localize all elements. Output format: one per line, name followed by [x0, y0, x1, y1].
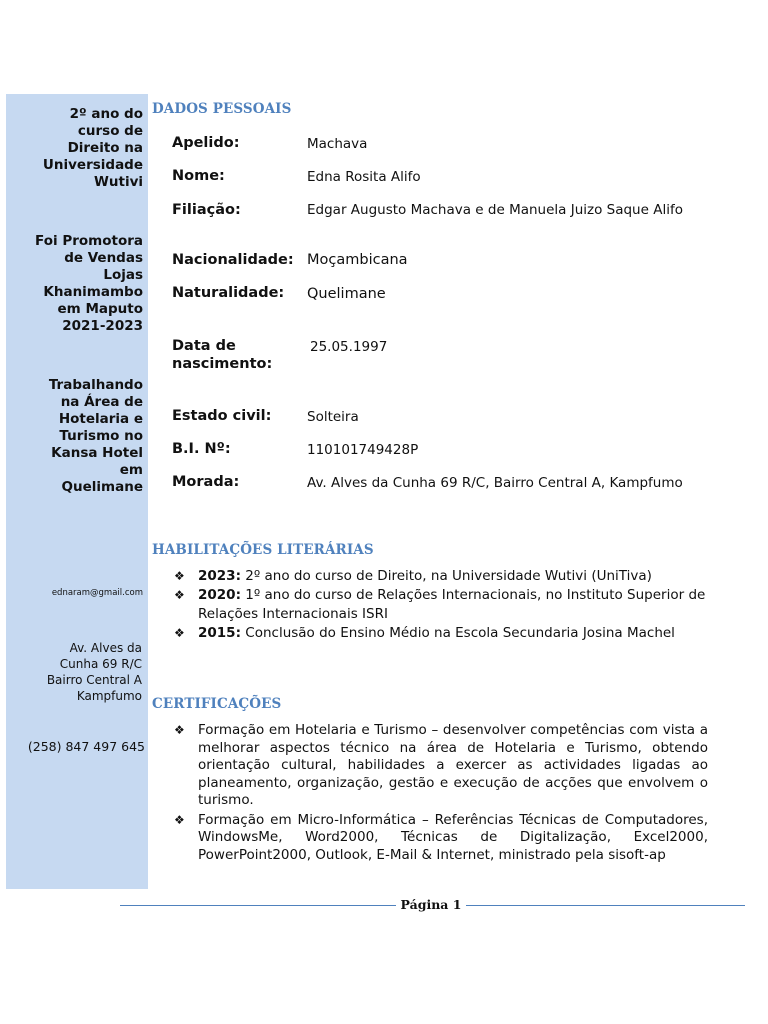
sidebar-hotel-line: na Área de	[60, 394, 143, 410]
diamond-bullet-icon: ❖	[174, 626, 185, 640]
sidebar-hotel-line: Turismo no	[59, 428, 143, 444]
label-bi-numero: B.I. Nº:	[172, 441, 231, 457]
education-year: 2015:	[198, 625, 241, 641]
certification-text: Formação em Micro-Informática – Referências Técnicas de Computadores, WindowsMe, Word2000, Técnicas de Digitalização, Excel2000, PowerPoint2000, Outlook, E-Mail & Internet, ministrado pela sisoft-ap	[198, 811, 708, 863]
sidebar-education-line: Wutivi	[93, 174, 143, 190]
label-naturalidade: Naturalidade:	[172, 285, 285, 301]
list-item	[174, 586, 722, 624]
value-data-nascimento: 25.05.1997	[310, 339, 388, 355]
education-year: 2023:	[198, 568, 241, 584]
personal-data-heading: DADOS PESSOAIS	[152, 101, 292, 117]
value-nome: Edna Rosita Alifo	[307, 169, 421, 185]
sidebar-promoter-line: Foi Promotora	[35, 233, 143, 249]
list-item	[174, 812, 708, 865]
certification-text: Formação em Hotelaria e Turismo – desenvolver competências com vista a melhorar aspectos técnico na área de Hotelaria e Turismo, obtendo orientação cultural, habilidades a exercer as actividades ligadas ao planeamento, organização, gestão e execução de acções que envolvem o turismo.	[198, 722, 708, 808]
sidebar-address-line: Av. Alves da	[69, 641, 142, 655]
sidebar-email: ednaram@gmail.com	[51, 588, 143, 598]
value-nacionalidade: Moçambicana	[307, 252, 408, 268]
page-number: Página 1	[400, 897, 462, 912]
education-list	[174, 567, 722, 643]
list-item	[174, 567, 722, 586]
footer-rule-left	[120, 905, 396, 906]
education-year: 2020:	[198, 587, 241, 603]
label-nacionalidade: Nacionalidade:	[172, 252, 294, 268]
sidebar-address	[6, 640, 142, 704]
sidebar	[6, 94, 148, 889]
value-naturalidade: Quelimane	[307, 286, 386, 302]
list-item	[174, 722, 708, 810]
sidebar-promoter	[7, 233, 143, 335]
sidebar-promoter-line: em Maputo	[57, 301, 143, 317]
value-apelido: Machava	[307, 136, 368, 152]
value-morada: Av. Alves da Cunha 69 R/C, Bairro Central A, Kampfumo	[307, 475, 683, 491]
sidebar-address-line: Bairro Central A	[46, 673, 142, 687]
sidebar-hotel-experience	[7, 377, 143, 496]
sidebar-promoter-line: Khanimambo	[43, 284, 143, 300]
value-filiacao: Edgar Augusto Machava e de Manuela Juizo Saque Alifo	[307, 202, 683, 218]
sidebar-promoter-line: Lojas	[103, 267, 143, 283]
education-text: 2º ano do curso de Direito, na Universidade Wutivi (UniTiva)	[245, 568, 652, 584]
sidebar-promoter-line: 2021-2023	[62, 318, 143, 334]
sidebar-hotel-line: Hotelaria e	[58, 411, 143, 427]
sidebar-address-line: Cunha 69 R/C	[59, 657, 142, 671]
certifications-list	[174, 722, 708, 866]
diamond-bullet-icon: ❖	[174, 723, 185, 737]
value-bi-numero: 110101749428P	[307, 442, 419, 458]
list-item	[174, 624, 722, 643]
diamond-bullet-icon: ❖	[174, 569, 185, 583]
sidebar-education-line: curso de	[77, 123, 143, 139]
sidebar-hotel-line: Kansa Hotel	[51, 445, 143, 461]
value-estado-civil: Solteira	[307, 409, 359, 425]
label-apelido: Apelido:	[172, 135, 240, 151]
sidebar-education	[7, 106, 143, 191]
sidebar-hotel-line: em	[119, 462, 143, 478]
education-heading: HABILITAÇÕES LITERÁRIAS	[152, 542, 374, 558]
sidebar-address-line: Kampfumo	[76, 689, 142, 703]
education-text: 1º ano do curso de Relações Internacionais, no Instituto Superior de Relações Internacionais ISRI	[198, 587, 706, 622]
sidebar-phone: (258) 847 497 645	[27, 739, 145, 754]
label-estado-civil: Estado civil:	[172, 408, 272, 424]
footer-rule-right	[466, 905, 745, 906]
sidebar-education-line: Universidade	[42, 157, 143, 173]
label-filiacao: Filiação:	[172, 202, 241, 218]
label-nome: Nome:	[172, 168, 225, 184]
sidebar-hotel-line: Trabalhando	[48, 377, 143, 393]
sidebar-education-line: 2º ano do	[69, 106, 143, 122]
label-data-nascimento: Data de nascimento:	[172, 338, 273, 372]
sidebar-education-line: Direito na	[67, 140, 143, 156]
diamond-bullet-icon: ❖	[174, 812, 185, 827]
label-morada: Morada:	[172, 474, 240, 490]
certifications-heading: CERTIFICAÇÕES	[152, 696, 282, 712]
education-text: Conclusão do Ensino Médio na Escola Secundaria Josina Machel	[245, 625, 675, 641]
sidebar-promoter-line: de Vendas	[64, 250, 143, 266]
sidebar-hotel-line: Quelimane	[61, 479, 143, 495]
diamond-bullet-icon: ❖	[174, 588, 185, 602]
